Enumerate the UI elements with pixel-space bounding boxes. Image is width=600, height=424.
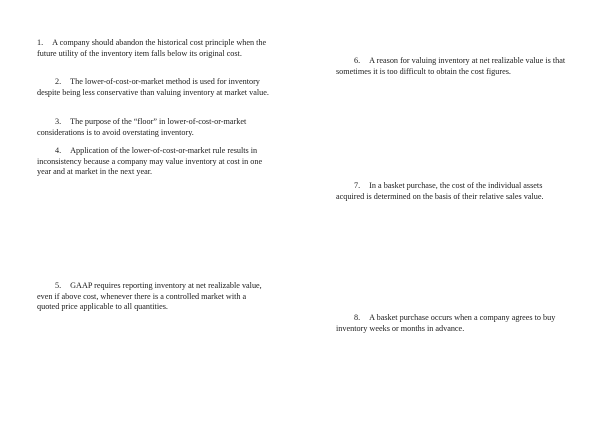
question-text: A company should abandon the historical cost principle when the future utility of the inventory item falls below its original cost. [37,38,267,58]
question-number: 3. [55,117,62,126]
question-2 [37,77,269,98]
question-number: 7. [354,181,361,190]
question-1 [37,38,269,59]
question-number: 1. [37,38,44,47]
question-text: A basket purchase occurs when a company agrees to buy inventory weeks or months in advance. [336,313,556,333]
question-text: A reason for valuing inventory at net realizable value is that sometimes it is too difficult to obtain the cost figures. [336,56,566,76]
question-number: 5. [55,281,62,290]
question-text: The lower-of-cost-or-market method is used for inventory despite being less conservative than valuing inventory at market value. [37,77,269,97]
question-7 [336,181,568,202]
question-number: 4. [55,146,62,155]
question-5 [37,281,269,313]
question-text: In a basket purchase, the cost of the individual assets acquired is determined on the basis of their relative sales value. [336,181,544,201]
question-6 [336,56,568,77]
question-text: Application of the lower-of-cost-or-market rule results in inconsistency because a company may value inventory at cost in one year and at market in the next year. [37,146,263,177]
question-number: 6. [354,56,361,65]
question-8 [336,313,568,334]
question-4 [37,146,269,178]
question-number: 8. [354,313,361,322]
question-text: The purpose of the “floor” in lower-of-cost-or-market considerations is to avoid overstating inventory. [37,117,247,137]
question-3 [37,117,269,138]
question-number: 2. [55,77,62,86]
question-text: GAAP requires reporting inventory at net realizable value, even if above cost, whenever there is a controlled market with a quoted price applicable to all quantities. [37,281,262,312]
